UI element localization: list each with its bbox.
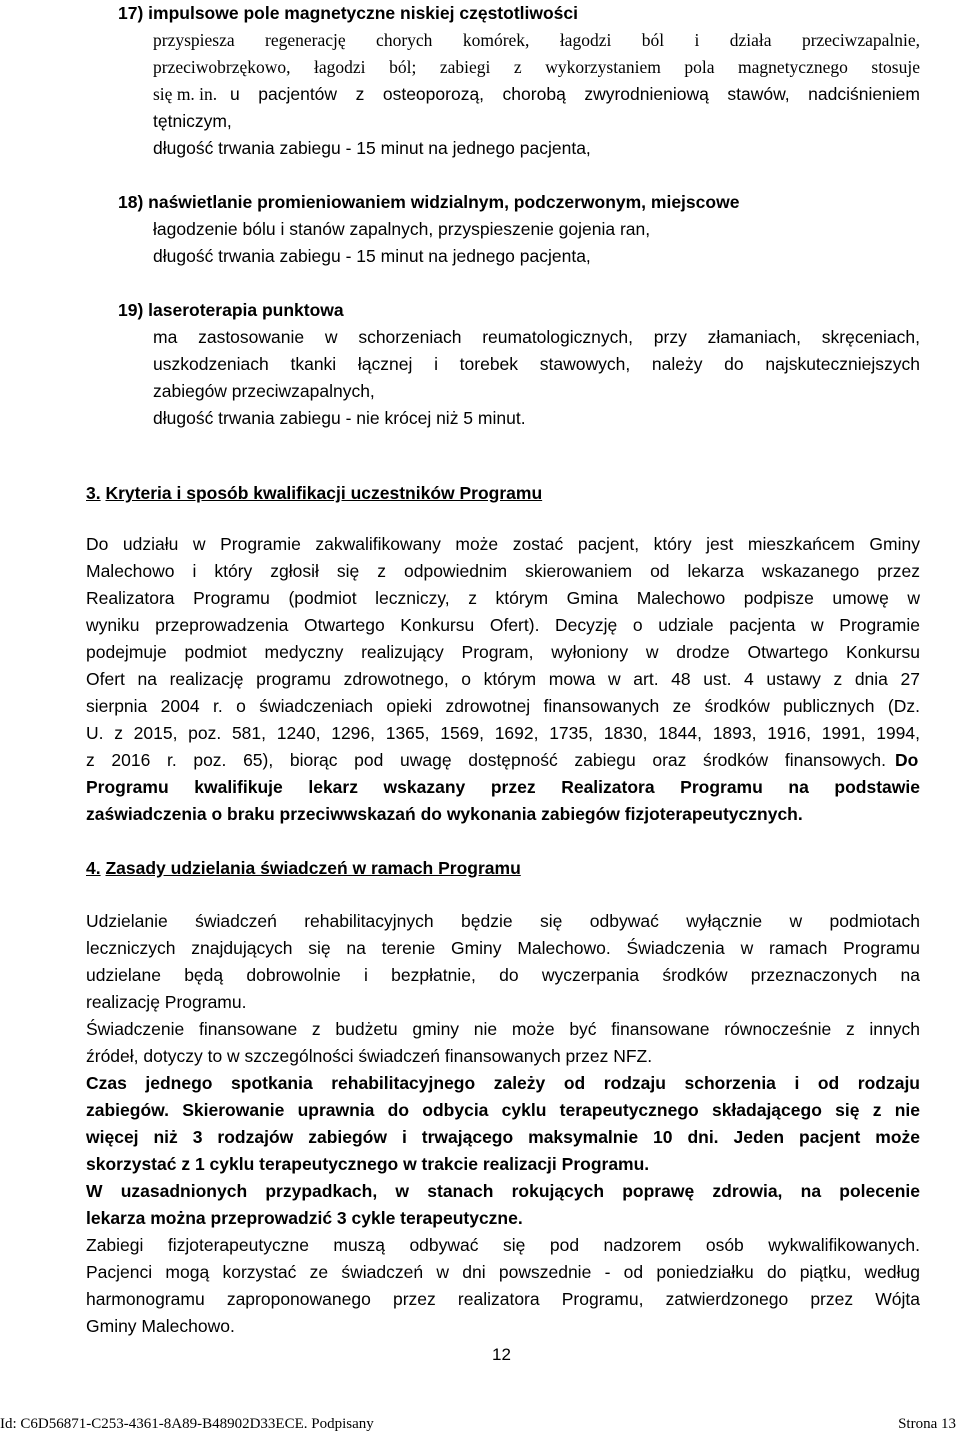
item-17-line: tętniczym, [153, 111, 232, 131]
item-19-line: ma zastosowanie w schorzeniach reumatologicznych, przy złamaniach, skręceniach, [153, 327, 920, 347]
item-19-line: długość trwania zabiegu - nie krócej niż 5 minut. [153, 408, 526, 428]
section-3-line: U. z 2015, poz. 581, 1240, 1296, 1365, 1569, 1692, 1735, 1830, 1844, 1893, 1916, 1991, 1994, [86, 723, 920, 743]
section-4-line: Gminy Malechowo. [86, 1316, 235, 1336]
section-3-line: z 2016 r. poz. 65), biorąc pod uwagę dostępność zabiegu oraz środków finansowych. [86, 750, 886, 770]
section-3-line: Malechowo i który zgłosił się z odpowiednim skierowaniem od lekarza wskazanego przez [86, 561, 920, 581]
footer-page-label: Strona 13 [898, 1416, 956, 1432]
item-18-title: 18) naświetlanie promieniowaniem widzialnym, podczerwonym, miejscowe [118, 192, 740, 212]
section-3-bold-line: Programu kwalifikuje lekarz wskazany przez Realizatora Programu na podstawie [86, 777, 920, 797]
item-17-line: długość trwania zabiegu - 15 minut na jednego pacjenta, [153, 138, 591, 158]
section-4-line: leczniczych znajdujących się na terenie Gminy Malechowo. Świadczenia w ramach Programu [86, 938, 920, 958]
section-4-bold-line: Czas jednego spotkania rehabilitacyjnego zależy od rodzaju schorzenia i od rodzaju [86, 1073, 920, 1093]
item-19-line: uszkodzeniach tkanki łącznej i torebek stawowych, należy do najskuteczniejszych [153, 354, 920, 374]
section-4-bold-line: więcej niż 3 rodzajów zabiegów i trwającego maksymalnie 10 dni. Jeden pacjent może [86, 1127, 920, 1147]
section-4-line: Świadczenie finansowane z budżetu gminy nie może być finansowane równocześnie z innych [86, 1019, 920, 1039]
item-19-line: zabiegów przeciwzapalnych, [153, 381, 375, 401]
section-3-line: Do udziału w Programie zakwalifikowany może zostać pacjent, który jest mieszkańcem Gminy [86, 534, 920, 554]
section-4-line: Udzielanie świadczeń rehabilitacyjnych będzie się odbywać wyłącznie w podmiotach [86, 911, 920, 931]
section-4-heading [86, 855, 521, 882]
section-4-bold-line: W uzasadnionych przypadkach, w stanach rokujących poprawę zdrowia, na polecenie [86, 1181, 920, 1201]
section-4-line: realizację Programu. [86, 992, 247, 1012]
section-4-bold-line: skorzystać z 1 cyklu terapeutycznego w trakcie realizacji Programu. [86, 1154, 650, 1174]
section-4-line: Pacjenci mogą korzystać ze świadczeń w dni powszednie - od poniedziałku do piątku, według [86, 1262, 920, 1282]
section-4-title: Zasady udzielania świadczeń w ramach Programu [105, 858, 521, 878]
page-number: 12 [492, 1345, 511, 1364]
item-18-line: długość trwania zabiegu - 15 minut na jednego pacjenta, [153, 246, 591, 266]
section-3-number: 3. [86, 483, 101, 503]
section-4-bold-line: lekarza można przeprowadzić 3 cykle terapeutyczne. [86, 1208, 523, 1228]
section-4-line: udzielane będą dobrowolnie i bezpłatnie, do wyczerpania środków przeznaczonych na [86, 965, 920, 985]
section-3-line: wyniku przeprowadzenia Otwartego Konkursu Ofert). Decyzję o udziale pacjenta w Programie [86, 615, 920, 635]
section-3-line: sierpnia 2004 r. o świadczeniach opieki zdrowotnej finansowanych ze środków publicznych (Dz. [86, 696, 920, 716]
section-3-line: Ofert na realizację programu zdrowotnego, o którym mowa w art. 48 ust. 4 ustawy z dnia 27 [86, 669, 920, 689]
item-18-line: łagodzenie bólu i stanów zapalnych, przyspieszenie gojenia ran, [153, 219, 651, 239]
section-4-bold-line: zabiegów. Skierowanie uprawnia do odbycia cyklu terapeutycznego składającego się z nie [86, 1100, 920, 1120]
section-3-line: podejmuje podmiot medyczny realizujący Program, wyłoniony w drodze Otwartego Konkursu [86, 642, 920, 662]
item-17-title: 17) impulsowe pole magnetyczne niskiej częstotliwości [118, 3, 578, 23]
section-4-line: harmonogramu zaproponowanego przez realizatora Programu, zatwierdzonego przez Wójta [86, 1289, 920, 1309]
footer-document-id: Id: C6D56871-C253-4361-8A89-B48902D33ECE. Podpisany [0, 1416, 374, 1432]
item-17-line: przyspiesza regenerację chorych komórek, łagodzi ból i działa przeciwzapalnie, [153, 30, 920, 50]
section-3-line: Realizatora Programu (podmiot leczniczy, z którym Gmina Malechowo podpisze umowę w [86, 588, 920, 608]
section-3-bold-line: zaświadczenia o braku przeciwwskazań do wykonania zabiegów fizjoterapeutycznych. [86, 804, 803, 824]
item-17-line: się m. in. [153, 84, 218, 104]
item-19-title: 19) laseroterapia punktowa [118, 300, 344, 320]
section-4-number: 4. [86, 858, 101, 878]
section-3-heading [86, 480, 542, 507]
item-17-line: u pacjentów z osteoporozą, chorobą zwyrodnieniową stawów, nadciśnieniem [230, 84, 920, 104]
item-17-line: przeciwobrzękowo, łagodzi ból; zabiegi z wykorzystaniem pola magnetycznego stosuje [153, 57, 920, 77]
section-3-title: Kryteria i sposób kwalifikacji uczestników Programu [105, 483, 543, 503]
section-3-bold-start: Do [895, 750, 919, 770]
section-4-line: Zabiegi fizjoterapeutyczne muszą odbywać się pod nadzorem osób wykwalifikowanych. [86, 1235, 920, 1255]
section-4-line: źródeł, dotyczy to w szczególności świadczeń finansowanych przez NFZ. [86, 1046, 653, 1066]
